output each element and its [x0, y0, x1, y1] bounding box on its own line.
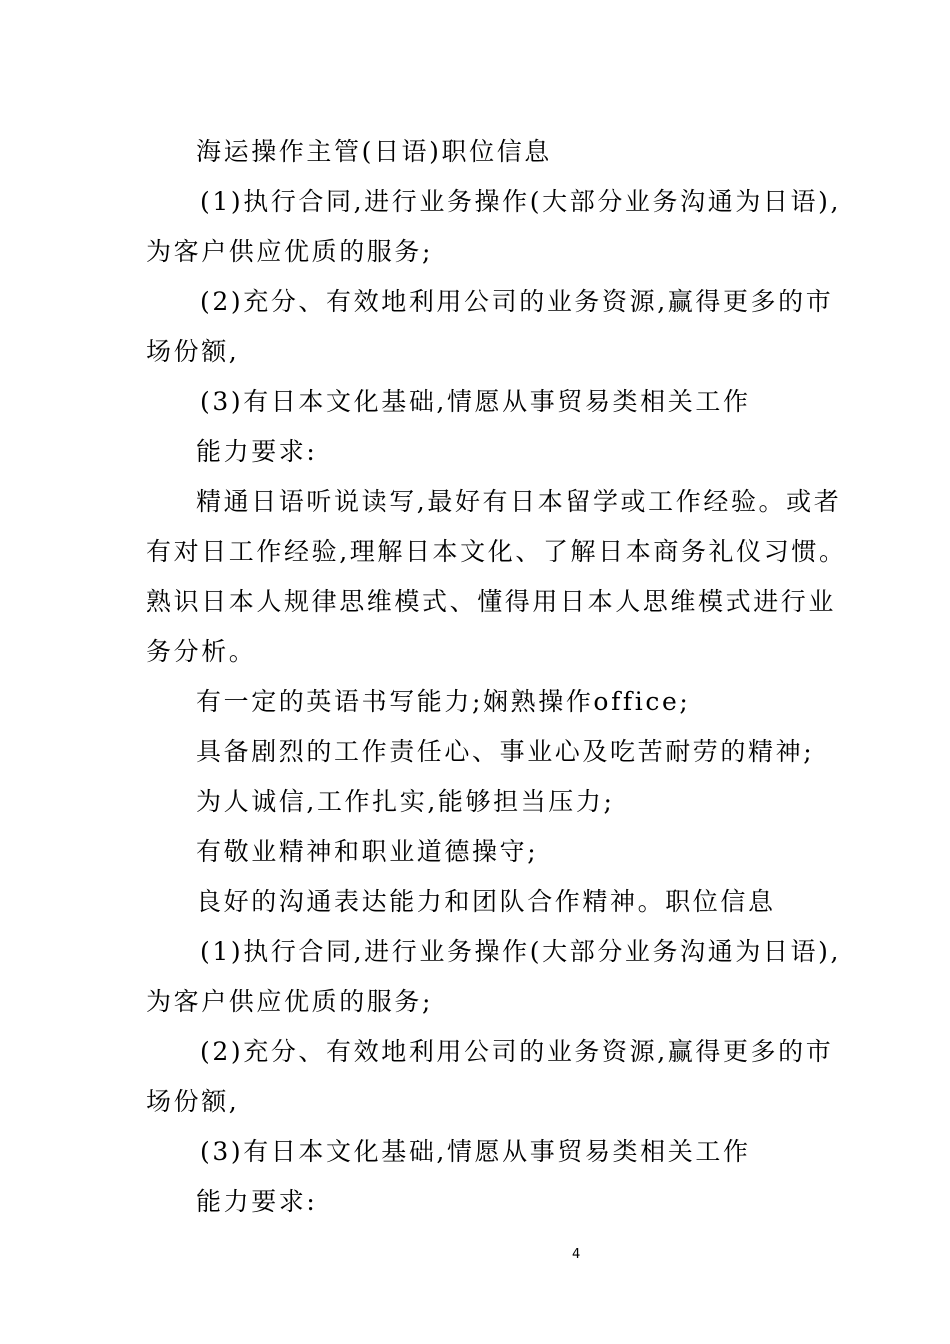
requirement-paragraph-line-4: 务分析。: [146, 637, 257, 666]
duty-item-2-continued: 场份额,: [146, 337, 240, 366]
duty-item-1-continued: 为客户供应优质的服务;: [146, 237, 434, 266]
requirement-integrity: 为人诚信,工作扎实,能够担当压力;: [196, 787, 615, 816]
requirements-heading-repeat: 能力要求:: [196, 1187, 318, 1216]
duty-item-3-repeat: (3)有日本文化基础,情愿从事贸易类相关工作: [200, 1137, 751, 1166]
duty-item-2-repeat: (2)充分、有效地利用公司的业务资源,赢得更多的市: [200, 1037, 834, 1066]
requirement-ethics: 有敬业精神和职业道德操守;: [196, 837, 539, 866]
duty-item-2: (2)充分、有效地利用公司的业务资源,赢得更多的市: [200, 287, 834, 316]
section-title: 海运操作主管(日语)职位信息: [196, 137, 552, 166]
requirement-english-office: 有一定的英语书写能力;娴熟操作office;: [196, 687, 691, 716]
duty-item-2-repeat-continued: 场份额,: [146, 1087, 240, 1116]
requirement-paragraph-line-1: 精通日语听说读写,最好有日本留学或工作经验。或者: [196, 487, 842, 516]
duty-item-1: (1)执行合同,进行业务操作(大部分业务沟通为日语),: [200, 187, 842, 216]
requirement-responsibility: 具备剧烈的工作责任心、事业心及吃苦耐劳的精神;: [196, 737, 815, 766]
requirement-paragraph-line-3: 熟识日本人规律思维模式、懂得用日本人思维模式进行业: [146, 587, 837, 616]
requirement-communication: 良好的沟通表达能力和团队合作精神。职位信息: [196, 887, 776, 916]
requirement-paragraph-line-2: 有对日工作经验,理解日本文化、了解日本商务礼仪习惯。: [146, 537, 847, 566]
duty-item-1-repeat-continued: 为客户供应优质的服务;: [146, 987, 434, 1016]
page-number: 4: [572, 1247, 581, 1262]
requirements-heading: 能力要求:: [196, 437, 318, 466]
duty-item-1-repeat: (1)执行合同,进行业务操作(大部分业务沟通为日语),: [200, 937, 842, 966]
duty-item-3: (3)有日本文化基础,情愿从事贸易类相关工作: [200, 387, 751, 416]
